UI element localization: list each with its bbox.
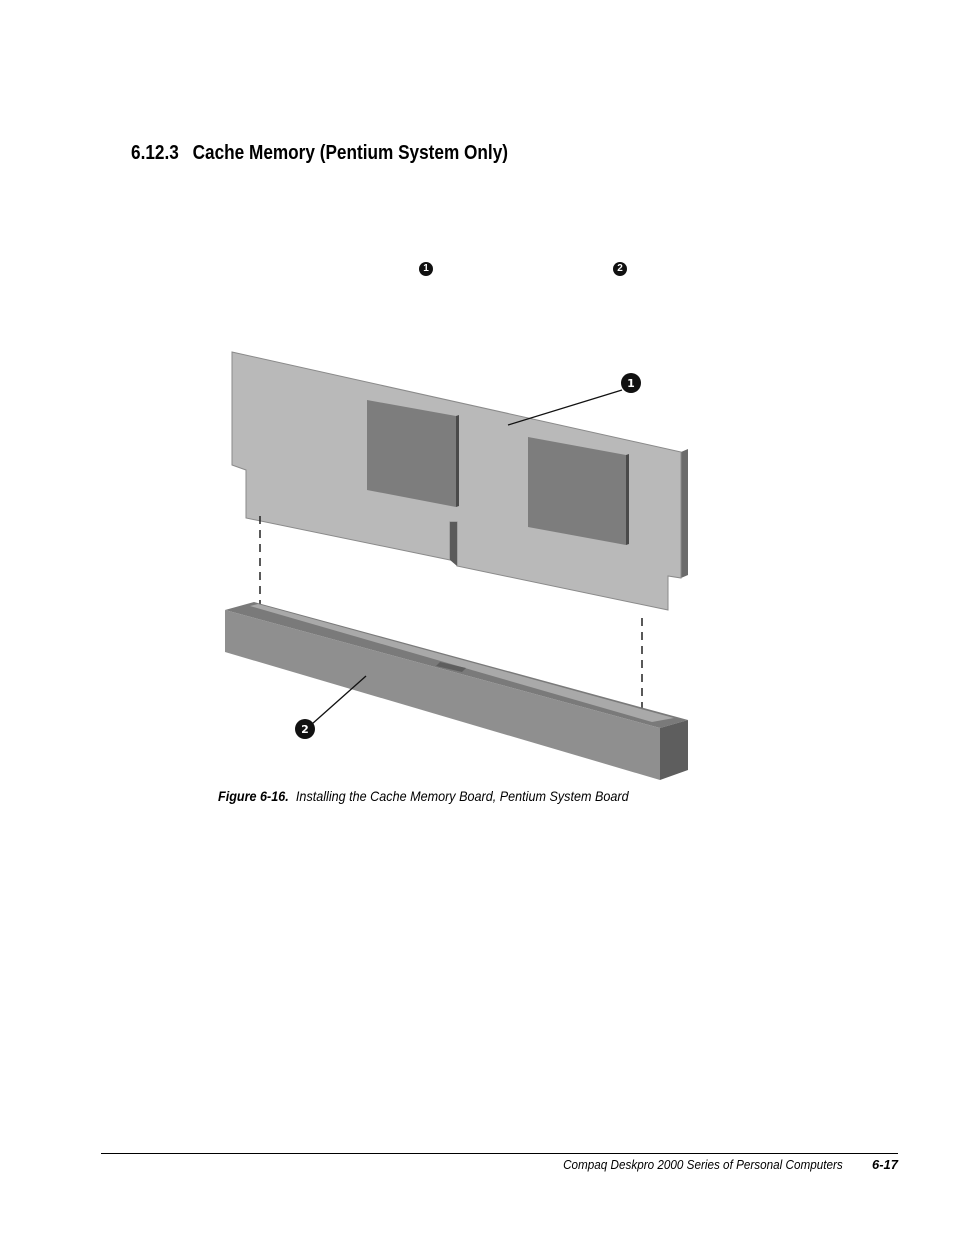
- figure-label: Figure 6-16.: [218, 788, 289, 804]
- board-notch-shadow: [450, 522, 457, 566]
- footer-rule: [101, 1153, 898, 1154]
- svg-text:2: 2: [301, 723, 309, 736]
- callout-marker-1: 1: [419, 262, 433, 276]
- cache-chip-left: [367, 400, 456, 507]
- page-number: 6-17: [871, 1157, 898, 1172]
- figure-caption: [218, 788, 629, 804]
- svg-text:1: 1: [627, 377, 635, 390]
- socket-end: [660, 720, 688, 780]
- section-number: 6.12.3: [131, 142, 179, 164]
- cache-chip-left-edge: [456, 415, 459, 507]
- footer-title: Compaq Deskpro 2000 Series of Personal Computers: [563, 1157, 843, 1172]
- board-edge: [681, 449, 688, 578]
- figure-marker-2: [295, 719, 315, 739]
- cache-chip-right: [528, 437, 626, 545]
- leader-line-1: [508, 390, 622, 425]
- figure-caption-text: Installing the Cache Memory Board, Pentium System Board: [295, 788, 629, 804]
- cache-chip-right-edge: [626, 454, 629, 545]
- figure-marker-1: [621, 373, 641, 393]
- cache-socket: [225, 602, 688, 780]
- callout-marker-2: 2: [613, 262, 627, 276]
- section-title: Cache Memory (Pentium System Only): [192, 142, 509, 164]
